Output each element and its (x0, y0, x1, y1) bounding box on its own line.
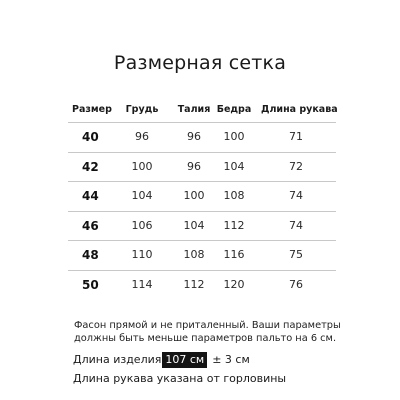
cell-waist: 96 (187, 130, 201, 143)
cell-chest: 96 (135, 130, 149, 143)
cell-chest: 100 (131, 159, 153, 173)
cell-hips: 112 (223, 218, 245, 232)
table-row (68, 211, 336, 241)
fit-note: Фасон прямой и не приталенный. Ваши параметры должны быть меньше параметров пальто на 6 см. (74, 320, 341, 344)
header-size: Размер (72, 104, 112, 115)
cell-size: 48 (82, 248, 99, 262)
table-row (68, 181, 336, 211)
cell-size: 40 (82, 130, 99, 144)
header-waist: Талия (177, 104, 211, 115)
header-sleeve-length: Длина рукава (261, 104, 338, 115)
table-header-row (68, 97, 336, 122)
cell-hips: 120 (223, 277, 245, 291)
cell-size: 50 (82, 277, 99, 292)
header-chest: Грудь (125, 104, 159, 115)
cell-hips: 100 (223, 130, 245, 143)
table-row (68, 240, 336, 270)
page-title: Размерная сетка (113, 52, 287, 74)
cell-chest: 110 (131, 248, 153, 261)
cell-waist: 104 (183, 218, 205, 232)
cell-waist: 112 (183, 277, 205, 291)
cell-sleeve-length: 74 (289, 218, 303, 232)
cell-hips: 104 (223, 159, 245, 173)
cell-sleeve-length: 72 (289, 159, 303, 173)
cell-chest: 106 (131, 218, 153, 232)
garment-length-tolerance: ± 3 см (212, 353, 250, 366)
header-hips: Бедра (216, 104, 252, 115)
cell-waist: 100 (183, 189, 205, 202)
cell-waist: 96 (187, 159, 201, 173)
cell-size: 44 (82, 189, 99, 203)
table-row (68, 152, 336, 182)
size-table (68, 97, 336, 299)
cell-sleeve-length: 76 (289, 277, 303, 291)
sleeve-length-note: Длина рукава указана от горловины (73, 372, 287, 385)
cell-chest: 114 (131, 277, 153, 291)
cell-sleeve-length: 74 (289, 189, 303, 202)
cell-hips: 108 (223, 189, 245, 202)
cell-sleeve-length: 75 (289, 248, 303, 261)
table-row (68, 270, 336, 300)
cell-chest: 104 (131, 189, 153, 202)
table-row (68, 122, 336, 152)
garment-length-value: 107 см (162, 352, 207, 368)
cell-size: 42 (82, 159, 99, 174)
cell-sleeve-length: 71 (289, 130, 303, 143)
cell-waist: 108 (183, 248, 205, 261)
garment-length-line (73, 352, 250, 368)
garment-length-label: Длина изделия (73, 353, 162, 366)
cell-size: 46 (82, 218, 99, 233)
cell-hips: 116 (223, 248, 245, 261)
